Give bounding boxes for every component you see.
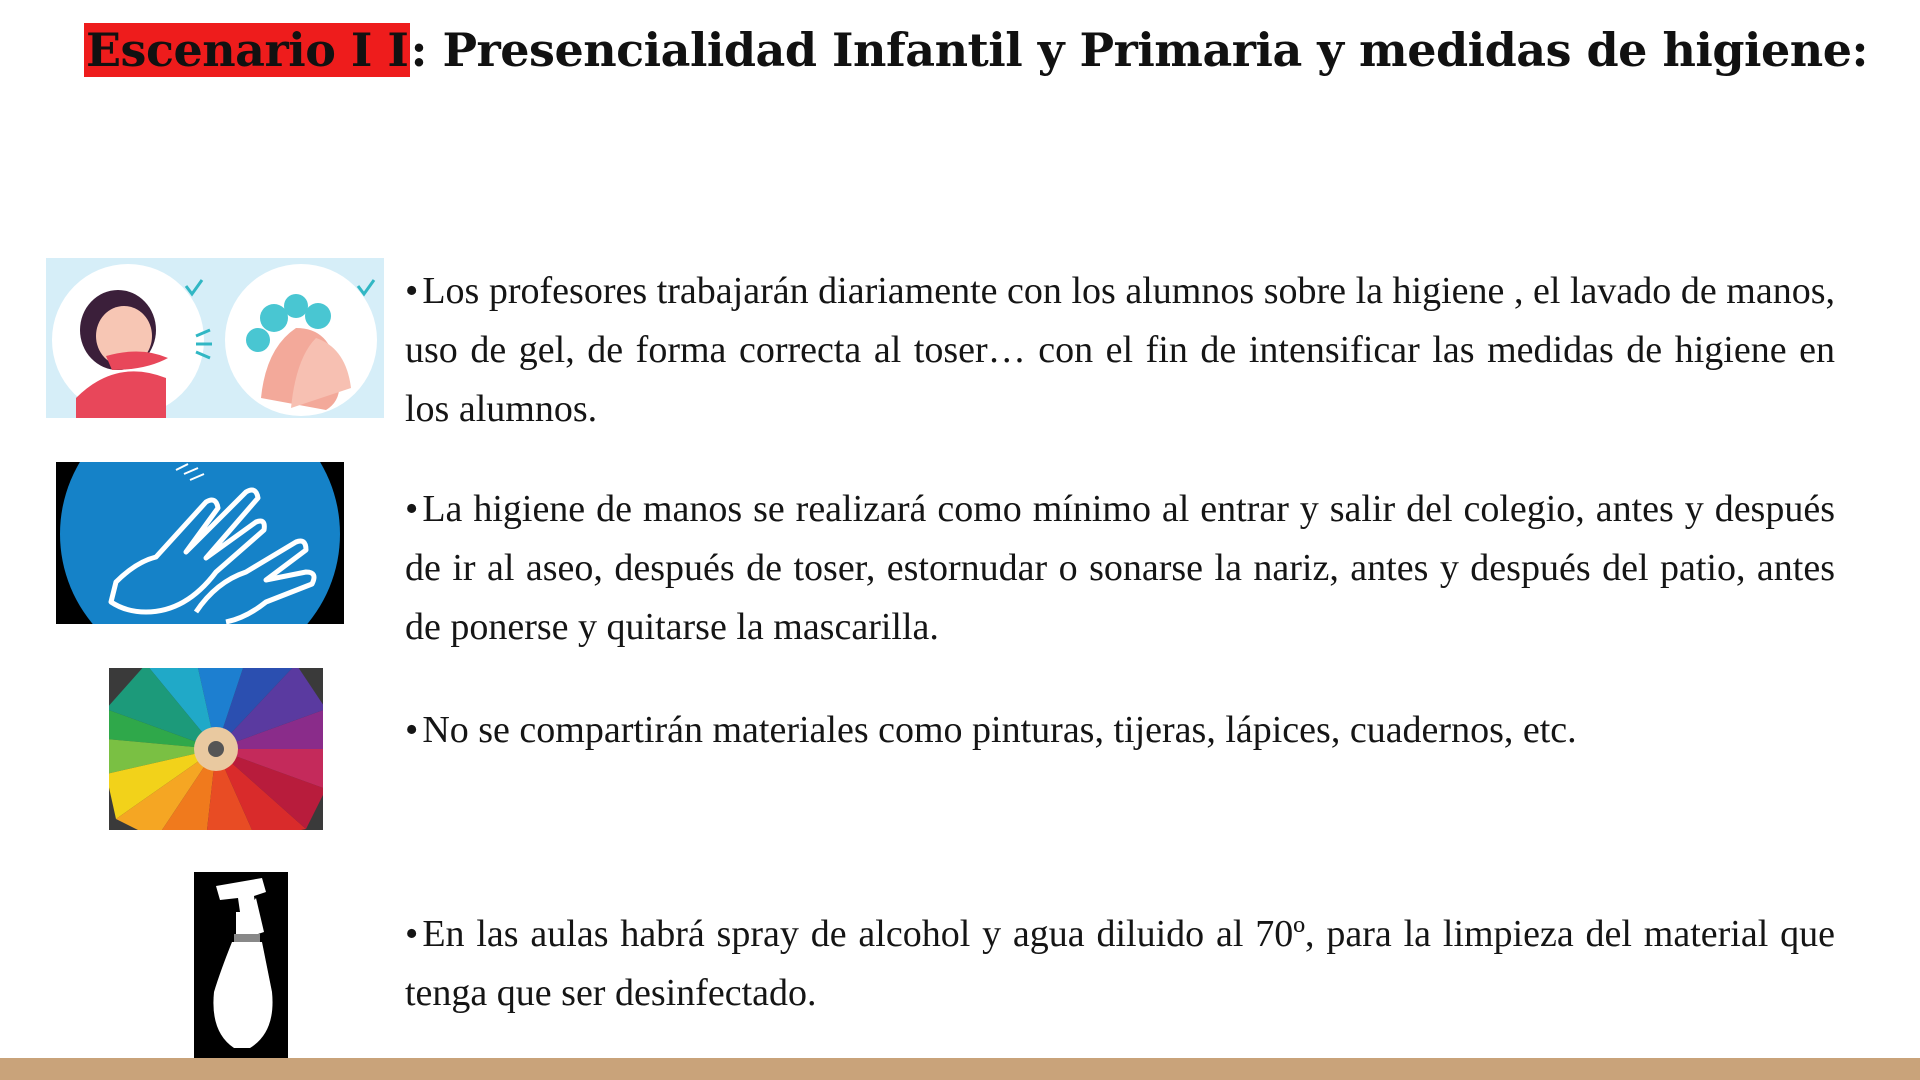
page-title [84, 14, 1868, 86]
bullet-marker: • [405, 270, 419, 312]
list-item [405, 262, 1835, 439]
spray-bottle-icon [194, 872, 288, 1060]
colored-pencils-icon [109, 668, 323, 830]
bullet-marker: • [405, 913, 419, 955]
list-item [405, 480, 1835, 657]
bullet-text: La higiene de manos se realizará como mínimo al entrar y salir del colegio, antes y después de ir al aseo, después de toser, estornudar o sonarse la nariz, antes y después del patio, antes de ponerse y quitarse la mascarilla. [405, 488, 1835, 648]
list-item [405, 701, 1835, 760]
list-item [405, 905, 1835, 1023]
footer-bar [0, 1058, 1920, 1080]
hand-sanitizing-icon [56, 462, 344, 624]
bullet-marker: • [405, 488, 419, 530]
bullet-text: Los profesores trabajarán diariamente con los alumnos sobre la higiene , el lavado de manos, uso de gel, de forma correcta al toser… con el fin de intensificar las medidas de higiene en los alumnos. [405, 270, 1835, 430]
cough-and-handwash-icon [46, 258, 384, 418]
title-text: : Presencialidad Infantil y Primaria y medidas de higiene: [410, 23, 1868, 77]
bullet-text: No se compartirán materiales como pinturas, tijeras, lápices, cuadernos, etc. [422, 709, 1577, 751]
bullet-marker: • [405, 709, 419, 751]
title-highlight: Escenario I I [86, 23, 409, 77]
bullet-text: En las aulas habrá spray de alcohol y agua diluido al 70º, para la limpieza del material que tenga que ser desinfectado. [405, 913, 1835, 1014]
